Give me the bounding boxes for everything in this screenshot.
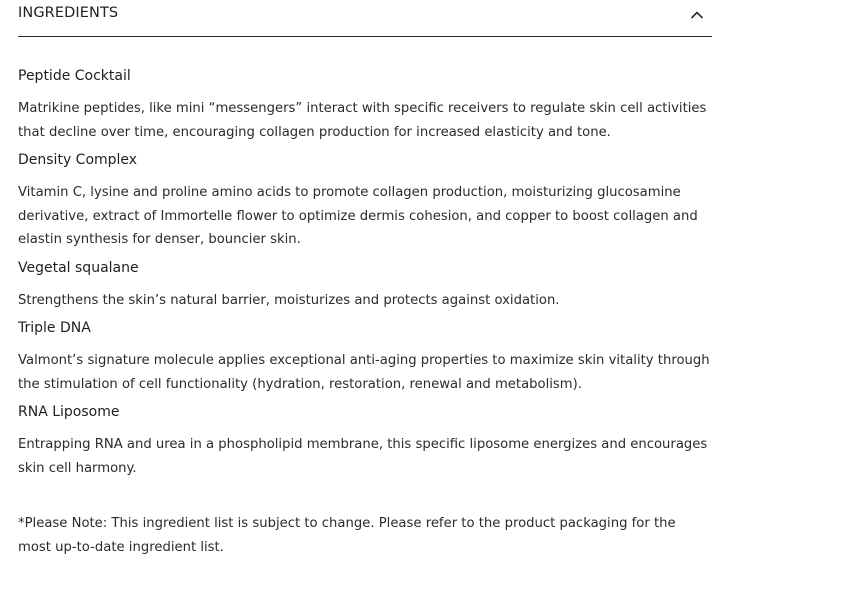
chevron-up-icon[interactable] (690, 8, 704, 22)
ingredient-item (18, 150, 712, 252)
ingredient-item (18, 258, 712, 313)
ingredient-description: Matrikine peptides, like mini “messengers” interact with specific receivers to regulate skin cell activities that decline over time, encouraging collagen production for increased elasticity and tone. (18, 101, 707, 140)
ingredient-description: Vitamin C, lysine and proline amino acids to promote collagen production, moisturizing glucosamine derivative, extract of Immortelle flower to optimize dermis cohesion, and copper to boost collagen and elastin synthesis for denser, bouncier skin. (18, 185, 698, 247)
ingredient-description: Entrapping RNA and urea in a phospholipid membrane, this specific liposome energizes and encourages skin cell harmony. (18, 437, 708, 476)
ingredient-item (18, 66, 712, 144)
disclaimer-note: *Please Note: This ingredient list is subject to change. Please refer to the product packaging for the most up-to-date ingredient list. (18, 516, 676, 555)
ingredient-name: Density Complex (18, 152, 138, 168)
ingredient-item (18, 318, 712, 396)
ingredient-name: RNA Liposome (18, 404, 120, 420)
ingredient-name: Triple DNA (18, 320, 91, 336)
ingredients-accordion (18, 0, 712, 559)
ingredient-name: Peptide Cocktail (18, 68, 131, 84)
ingredient-description: Strengthens the skin’s natural barrier, moisturizes and protects against oxidation. (18, 292, 560, 308)
ingredient-description: Valmont’s signature molecule applies exceptional anti-aging properties to maximize skin vitality through the stimulation of cell functionality (hydration, restoration, renewal and metabolism). (18, 353, 710, 392)
ingredient-item (18, 402, 712, 480)
ingredient-name: Vegetal squalane (18, 259, 139, 276)
accordion-content (18, 37, 712, 559)
ingredients-accordion-header[interactable] (18, 0, 712, 37)
accordion-title: INGREDIENTS (18, 5, 119, 21)
